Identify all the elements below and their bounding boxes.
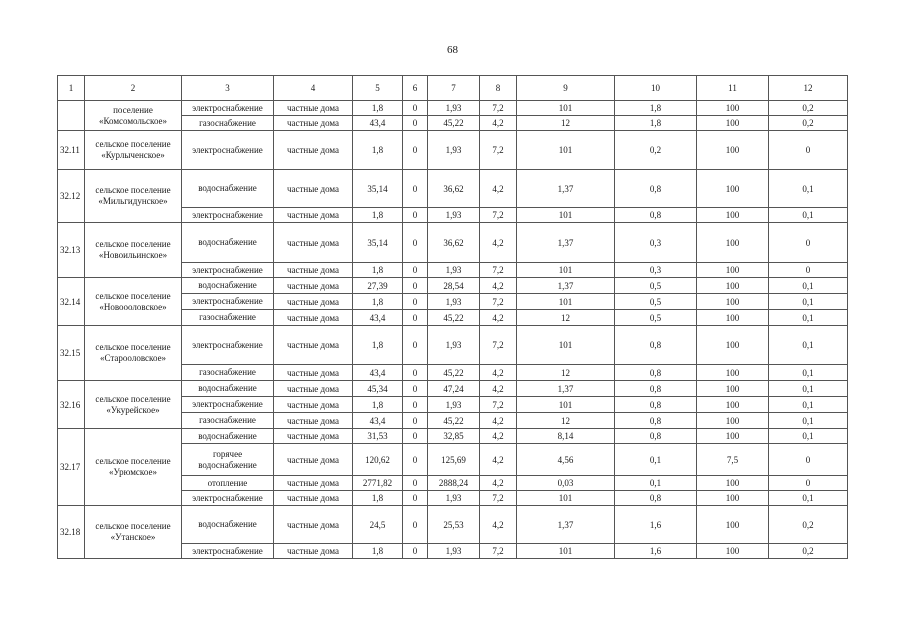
header-row (58, 76, 848, 101)
value-cell: 100 (697, 381, 769, 397)
building-type-cell: частные дома (274, 170, 353, 208)
value-cell: 0,03 (517, 476, 615, 491)
value-cell: 1,6 (615, 544, 697, 559)
building-type-cell: частные дома (274, 413, 353, 429)
value-cell: 101 (517, 208, 615, 223)
value-cell: 100 (697, 491, 769, 506)
value-cell: 0 (769, 444, 848, 476)
column-header: 6 (403, 76, 428, 101)
value-cell: 12 (517, 365, 615, 381)
value-cell: 7,2 (480, 544, 517, 559)
value-cell: 0 (403, 429, 428, 444)
table-row (58, 223, 848, 263)
value-cell: 0 (769, 263, 848, 278)
value-cell: 1,8 (353, 491, 403, 506)
value-cell: 0,5 (615, 310, 697, 326)
value-cell: 1,93 (428, 131, 480, 170)
value-cell: 8,14 (517, 429, 615, 444)
column-header: 11 (697, 76, 769, 101)
value-cell: 7,2 (480, 294, 517, 310)
value-cell: 12 (517, 310, 615, 326)
value-cell: 0,1 (615, 444, 697, 476)
value-cell: 2771,82 (353, 476, 403, 491)
value-cell: 0 (403, 116, 428, 131)
building-type-cell: частные дома (274, 263, 353, 278)
value-cell: 4,2 (480, 381, 517, 397)
value-cell: 0,1 (769, 294, 848, 310)
value-cell: 45,34 (353, 381, 403, 397)
building-type-cell: частные дома (274, 101, 353, 116)
value-cell: 0,8 (615, 491, 697, 506)
value-cell: 120,62 (353, 444, 403, 476)
row-number-cell: 32.12 (58, 170, 85, 223)
value-cell: 36,62 (428, 170, 480, 208)
service-cell: горячее водоснабжение (182, 444, 274, 476)
value-cell: 100 (697, 476, 769, 491)
table-row (58, 101, 848, 116)
table-row (58, 131, 848, 170)
value-cell: 0,8 (615, 413, 697, 429)
value-cell: 1,8 (353, 208, 403, 223)
value-cell: 100 (697, 544, 769, 559)
value-cell: 0,2 (615, 131, 697, 170)
building-type-cell: частные дома (274, 506, 353, 544)
value-cell: 100 (697, 310, 769, 326)
value-cell: 0 (403, 294, 428, 310)
value-cell: 45,22 (428, 310, 480, 326)
value-cell: 43,4 (353, 310, 403, 326)
building-type-cell: частные дома (274, 223, 353, 263)
service-cell: водоснабжение (182, 170, 274, 208)
value-cell: 100 (697, 429, 769, 444)
value-cell: 0,1 (769, 170, 848, 208)
table-row (58, 170, 848, 208)
value-cell: 43,4 (353, 365, 403, 381)
value-cell: 1,93 (428, 491, 480, 506)
table-row (58, 429, 848, 444)
service-cell: электроснабжение (182, 326, 274, 365)
value-cell: 0,1 (769, 365, 848, 381)
value-cell: 35,14 (353, 223, 403, 263)
value-cell: 101 (517, 263, 615, 278)
building-type-cell: частные дома (274, 491, 353, 506)
value-cell: 0 (403, 326, 428, 365)
value-cell: 1,37 (517, 506, 615, 544)
building-type-cell: частные дома (274, 429, 353, 444)
value-cell: 7,2 (480, 397, 517, 413)
value-cell: 100 (697, 170, 769, 208)
value-cell: 0 (403, 310, 428, 326)
value-cell: 0 (403, 131, 428, 170)
row-number-cell: 32.14 (58, 278, 85, 326)
value-cell: 4,2 (480, 223, 517, 263)
value-cell: 24,5 (353, 506, 403, 544)
row-number-cell: 32.11 (58, 131, 85, 170)
value-cell: 4,2 (480, 413, 517, 429)
value-cell: 7,2 (480, 263, 517, 278)
value-cell: 0,8 (615, 429, 697, 444)
value-cell: 0 (403, 278, 428, 294)
building-type-cell: частные дома (274, 476, 353, 491)
value-cell: 101 (517, 397, 615, 413)
value-cell: 101 (517, 544, 615, 559)
value-cell: 2888,24 (428, 476, 480, 491)
value-cell: 0,1 (769, 491, 848, 506)
value-cell: 101 (517, 491, 615, 506)
value-cell: 1,8 (353, 397, 403, 413)
value-cell: 7,2 (480, 491, 517, 506)
value-cell: 0 (769, 476, 848, 491)
value-cell: 0 (403, 444, 428, 476)
value-cell: 1,8 (353, 131, 403, 170)
value-cell: 0,8 (615, 326, 697, 365)
value-cell: 7,5 (697, 444, 769, 476)
value-cell: 12 (517, 413, 615, 429)
value-cell: 0,1 (769, 429, 848, 444)
value-cell: 32,85 (428, 429, 480, 444)
value-cell: 1,93 (428, 101, 480, 116)
row-number-cell: 32.16 (58, 381, 85, 429)
service-cell: электроснабжение (182, 397, 274, 413)
value-cell: 1,8 (353, 544, 403, 559)
value-cell: 100 (697, 116, 769, 131)
value-cell: 100 (697, 223, 769, 263)
value-cell: 1,8 (615, 116, 697, 131)
value-cell: 101 (517, 131, 615, 170)
page-number: 68 (447, 44, 458, 56)
service-cell: водоснабжение (182, 381, 274, 397)
value-cell: 100 (697, 278, 769, 294)
value-cell: 1,37 (517, 223, 615, 263)
value-cell: 101 (517, 294, 615, 310)
building-type-cell: частные дома (274, 444, 353, 476)
table-row (58, 278, 848, 294)
value-cell: 1,93 (428, 326, 480, 365)
row-number-cell: 32.15 (58, 326, 85, 381)
service-cell: отопление (182, 476, 274, 491)
row-number-cell: 32.13 (58, 223, 85, 278)
service-cell: газоснабжение (182, 413, 274, 429)
value-cell: 0 (403, 397, 428, 413)
value-cell: 4,2 (480, 116, 517, 131)
value-cell: 4,2 (480, 444, 517, 476)
value-cell: 1,93 (428, 208, 480, 223)
value-cell: 4,2 (480, 476, 517, 491)
value-cell: 0,1 (769, 310, 848, 326)
service-cell: электроснабжение (182, 208, 274, 223)
column-header: 4 (274, 76, 353, 101)
value-cell: 125,69 (428, 444, 480, 476)
settlement-name-cell: сельское поселение «Новоильинское» (85, 223, 182, 278)
value-cell: 101 (517, 326, 615, 365)
value-cell: 0,1 (769, 326, 848, 365)
value-cell: 45,22 (428, 413, 480, 429)
value-cell: 0 (403, 491, 428, 506)
value-cell: 0 (769, 223, 848, 263)
value-cell: 0,8 (615, 397, 697, 413)
value-cell: 27,39 (353, 278, 403, 294)
value-cell: 45,22 (428, 116, 480, 131)
value-cell: 7,2 (480, 131, 517, 170)
value-cell: 100 (697, 208, 769, 223)
value-cell: 12 (517, 116, 615, 131)
value-cell: 1,8 (353, 101, 403, 116)
building-type-cell: частные дома (274, 116, 353, 131)
value-cell: 7,2 (480, 208, 517, 223)
value-cell: 0,2 (769, 101, 848, 116)
value-cell: 4,56 (517, 444, 615, 476)
value-cell: 100 (697, 413, 769, 429)
value-cell: 1,37 (517, 278, 615, 294)
value-cell: 4,2 (480, 506, 517, 544)
value-cell: 43,4 (353, 413, 403, 429)
value-cell: 100 (697, 131, 769, 170)
service-cell: электроснабжение (182, 544, 274, 559)
value-cell: 101 (517, 101, 615, 116)
value-cell: 1,93 (428, 544, 480, 559)
value-cell: 1,37 (517, 170, 615, 208)
value-cell: 0 (403, 101, 428, 116)
value-cell: 1,8 (615, 101, 697, 116)
value-cell: 100 (697, 294, 769, 310)
column-header: 12 (769, 76, 848, 101)
value-cell: 35,14 (353, 170, 403, 208)
value-cell: 7,2 (480, 326, 517, 365)
value-cell: 4,2 (480, 365, 517, 381)
service-cell: электроснабжение (182, 491, 274, 506)
table-row (58, 326, 848, 365)
row-number-cell (58, 101, 85, 131)
value-cell: 0 (403, 506, 428, 544)
value-cell: 1,8 (353, 294, 403, 310)
service-cell: электроснабжение (182, 131, 274, 170)
value-cell: 100 (697, 397, 769, 413)
value-cell: 100 (697, 326, 769, 365)
value-cell: 28,54 (428, 278, 480, 294)
building-type-cell: частные дома (274, 208, 353, 223)
value-cell: 45,22 (428, 365, 480, 381)
value-cell: 31,53 (353, 429, 403, 444)
value-cell: 0 (403, 223, 428, 263)
value-cell: 0 (403, 381, 428, 397)
settlement-name-cell: сельское поселение «Новоооловское» (85, 278, 182, 326)
value-cell: 0,1 (769, 208, 848, 223)
value-cell: 1,6 (615, 506, 697, 544)
building-type-cell: частные дома (274, 326, 353, 365)
value-cell: 0,1 (769, 278, 848, 294)
value-cell: 1,93 (428, 294, 480, 310)
settlement-name-cell: сельское поселение «Утанское» (85, 506, 182, 559)
value-cell: 0 (403, 413, 428, 429)
value-cell: 0,5 (615, 278, 697, 294)
value-cell: 0 (403, 263, 428, 278)
value-cell: 0,2 (769, 116, 848, 131)
building-type-cell: частные дома (274, 310, 353, 326)
service-cell: газоснабжение (182, 116, 274, 131)
value-cell: 0,3 (615, 223, 697, 263)
value-cell: 4,2 (480, 278, 517, 294)
value-cell: 0 (403, 170, 428, 208)
column-header: 7 (428, 76, 480, 101)
value-cell: 0 (403, 476, 428, 491)
value-cell: 43,4 (353, 116, 403, 131)
value-cell: 1,93 (428, 397, 480, 413)
service-cell: водоснабжение (182, 278, 274, 294)
settlement-name-cell: сельское поселение «Староoловское» (85, 326, 182, 381)
value-cell: 0 (403, 365, 428, 381)
value-cell: 4,2 (480, 429, 517, 444)
value-cell: 0,8 (615, 381, 697, 397)
value-cell: 0,2 (769, 506, 848, 544)
column-header: 8 (480, 76, 517, 101)
service-cell: электроснабжение (182, 101, 274, 116)
service-cell: водоснабжение (182, 429, 274, 444)
value-cell: 100 (697, 101, 769, 116)
row-number-cell: 32.17 (58, 429, 85, 506)
value-cell: 1,93 (428, 263, 480, 278)
value-cell: 100 (697, 365, 769, 381)
tariff-table (57, 75, 848, 559)
value-cell: 47,24 (428, 381, 480, 397)
settlement-name-cell: поселение «Комсомольское» (85, 101, 182, 131)
value-cell: 0,3 (615, 263, 697, 278)
value-cell: 100 (697, 263, 769, 278)
settlement-name-cell: сельское поселение «Мильгидунское» (85, 170, 182, 223)
service-cell: электроснабжение (182, 263, 274, 278)
value-cell: 0,2 (769, 544, 848, 559)
value-cell: 0,1 (769, 397, 848, 413)
table-row (58, 506, 848, 544)
value-cell: 0,1 (769, 413, 848, 429)
value-cell: 0 (769, 131, 848, 170)
value-cell: 0,8 (615, 208, 697, 223)
building-type-cell: частные дома (274, 278, 353, 294)
value-cell: 1,8 (353, 263, 403, 278)
service-cell: газоснабжение (182, 365, 274, 381)
service-cell: водоснабжение (182, 506, 274, 544)
value-cell: 36,62 (428, 223, 480, 263)
building-type-cell: частные дома (274, 381, 353, 397)
value-cell: 0,5 (615, 294, 697, 310)
value-cell: 0 (403, 208, 428, 223)
building-type-cell: частные дома (274, 365, 353, 381)
column-header: 10 (615, 76, 697, 101)
value-cell: 7,2 (480, 101, 517, 116)
row-number-cell: 32.18 (58, 506, 85, 559)
building-type-cell: частные дома (274, 131, 353, 170)
column-header: 3 (182, 76, 274, 101)
building-type-cell: частные дома (274, 397, 353, 413)
service-cell: водоснабжение (182, 223, 274, 263)
building-type-cell: частные дома (274, 544, 353, 559)
value-cell: 1,8 (353, 326, 403, 365)
settlement-name-cell: сельское поселение «Курлыченское» (85, 131, 182, 170)
service-cell: электроснабжение (182, 294, 274, 310)
value-cell: 25,53 (428, 506, 480, 544)
building-type-cell: частные дома (274, 294, 353, 310)
service-cell: газоснабжение (182, 310, 274, 326)
settlement-name-cell: сельское поселение «Урюмское» (85, 429, 182, 506)
value-cell: 100 (697, 506, 769, 544)
column-header: 9 (517, 76, 615, 101)
value-cell: 0,1 (769, 381, 848, 397)
table-row (58, 381, 848, 397)
value-cell: 4,2 (480, 170, 517, 208)
value-cell: 0,8 (615, 170, 697, 208)
settlement-name-cell: сельское поселение «Укурейское» (85, 381, 182, 429)
value-cell: 0,1 (615, 476, 697, 491)
value-cell: 1,37 (517, 381, 615, 397)
column-header: 2 (85, 76, 182, 101)
value-cell: 0,8 (615, 365, 697, 381)
value-cell: 0 (403, 544, 428, 559)
value-cell: 4,2 (480, 310, 517, 326)
column-header: 5 (353, 76, 403, 101)
column-header: 1 (58, 76, 85, 101)
table-body (58, 101, 848, 559)
